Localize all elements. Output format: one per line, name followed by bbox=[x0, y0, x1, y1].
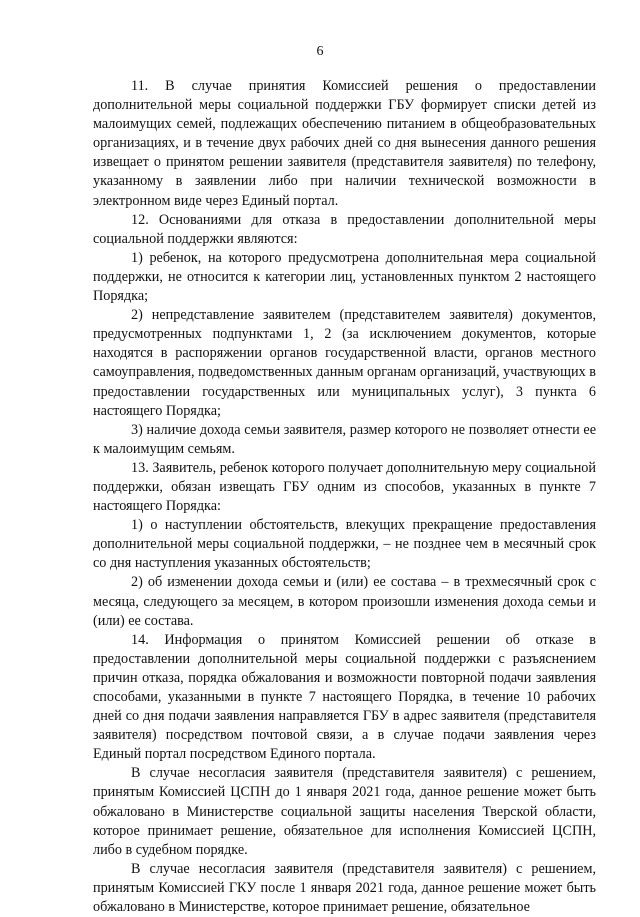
paragraph-11: 11. В случае принятия Комиссией решения о предоставлении дополнительной меры социальной поддержки ГБУ формирует списки детей из малоимущих семей, подлежащих обеспечению питанием в общеобразовательных организациях, и в течение двух рабочих дней со дня вынесения данного решения извещает о принятом решении заявителя (представителя заявителя) по телефону, указанному в заявлении либо при наличии технической возможности в электронном виде через Единый портал. bbox=[93, 78, 596, 209]
paragraph-appeal-gku: В случае несогласия заявителя (представителя заявителя) с решением, принятым Комиссией ГКУ после 1 января 2021 года, данное решение может быть обжаловано в Министерстве, которое принимает решение, обязательное bbox=[93, 860, 596, 916]
paragraph-12-item-1: 1) ребенок, на которого предусмотрена дополнительная мера социальной поддержки, не относится к категории лиц, установленных пунктом 2 настоящего Порядка; bbox=[93, 249, 596, 305]
paragraph-13-item-2: 2) об изменении дохода семьи и (или) ее состава – в трехмесячный срок с месяца, следующего за месяцем, в котором произошли изменения дохода семьи и (или) ее состава. bbox=[93, 574, 596, 629]
document-body bbox=[93, 77, 596, 917]
paragraph-12: 12. Основаниями для отказа в предоставлении дополнительной меры социальной поддержки являются: bbox=[93, 211, 596, 247]
paragraph-14: 14. Информация о принятом Комиссией решении об отказе в предоставлении дополнительной меры социальной поддержки с разъяснением причин отказа, порядка обжалования и возможности повторной подачи заявления способами, указанными в пункте 7 настоящего Порядка, в течение 10 рабочих дней со дня подачи заявления направляется ГБУ в адрес заявителя (представителя заявителя) посредством почтовой связи, а в случае подачи заявления через Единый портал посредством Единого портала. bbox=[93, 631, 596, 763]
paragraph-appeal-cspn: В случае несогласия заявителя (представителя заявителя) с решением, принятым Комиссией ЦСПН до 1 января 2021 года, данное решение может быть обжаловано в Министерстве социальной защиты населения Тверской области, которое принимает решение, обязательное для исполнения Комиссией ЦСПН, либо в судебном порядке. bbox=[93, 765, 596, 858]
paragraph-13-item-1: 1) о наступлении обстоятельств, влекущих прекращение предоставления дополнительной меры социальной поддержки, – не позднее чем в месячный срок со дня наступления указанных обстоятельств; bbox=[93, 517, 596, 572]
paragraph-12-item-2: 2) непредставление заявителем (представителем заявителя) документов, предусмотренных подпунктами 1, 2 (за исключением документов, которые находятся в распоряжении органов государственной власти, органов местного самоуправления, подведомственных данным органам организаций, участвующих в предоставлении государственных или муниципальных услуг), 3 пункта 6 настоящего Порядка; bbox=[93, 307, 596, 419]
paragraph-13: 13. Заявитель, ребенок которого получает дополнительную меру социальной поддержки, обязан извещать ГБУ одним из способов, указанных в пункте 7 настоящего Порядка: bbox=[93, 459, 596, 515]
page-number: 6 bbox=[316, 44, 324, 59]
paragraph-12-item-3: 3) наличие дохода семьи заявителя, размер которого не позволяет отнести ее к малоимущим семьям. bbox=[93, 421, 596, 457]
